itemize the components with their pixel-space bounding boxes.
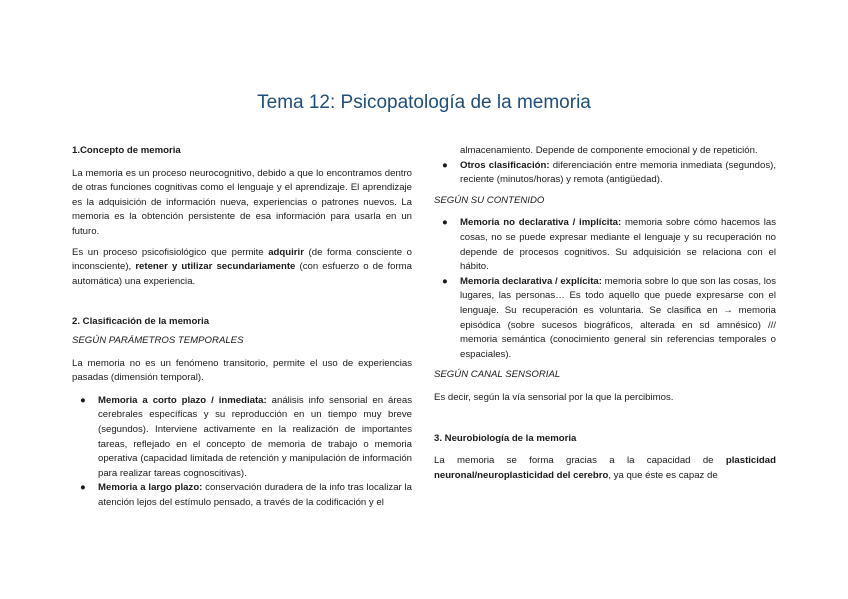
list-item-other: ● Otros clasificación: diferenciación entre memoria inmediata (segundos), reciente (minutos/horas) y remota (antigüedad). xyxy=(442,159,777,186)
concept-paragraph-2: Es un proceso psicofisiológico que permite adquirir (de forma consciente o inconsciente), retener y utilizar secundariamente (con esfuerzo o de forma automática) una experiencia. xyxy=(72,246,412,287)
bullet-icon: ● xyxy=(442,217,448,229)
bullet-icon: ● xyxy=(80,482,86,494)
list-item-short-term: ● Memoria a corto plazo / inmediata: análisis info sensorial en áreas cerebrales específicas y su reproducción en un tiempo muy breve (segundos). Interviene activamente en la realización de importantes tareas, reflejado en el concepto de memoria de trabajo o memoria operativa (capacidad limitada de retención y manipulación de información para realizar tareas cognoscitivas). xyxy=(80,394,412,479)
temporal-list xyxy=(72,394,412,511)
bullet-icon: ● xyxy=(442,275,448,287)
sensory-paragraph: Es decir, según la vía sensorial por la que la percibimos. xyxy=(434,391,674,403)
list-item-long-term: ● Memoria a largo plazo: conservación duradera de la info tras localizar la atención lejos del estímulo pensado, a través de la codificación y el xyxy=(80,482,412,508)
subheading-content: SEGÚN SU CONTENIDO xyxy=(434,194,545,206)
content-list xyxy=(434,216,776,362)
section-heading-classification: 2. Clasificación de la memoria xyxy=(72,316,210,328)
bullet-icon: ● xyxy=(80,394,86,406)
neurobiology-paragraph: La memoria se forma gracias a la capacidad de plasticidad neuronal/neuroplasticidad del cerebro, ya que éste es capaz de xyxy=(434,455,776,481)
list-item-declarative: ● Memoria declarativa / explícita: memoria sobre lo que son las cosas, los lugares, las personas… Es todo aquello que puede expresarse con el lenguaje. Su recuperación es voluntaria. Se clasifica en → memoria episódica (sobre sucesos biográficos, alterada en sd amnésico) /// memoria semántica (conocimiento general sin referencias temporales o espaciales). xyxy=(442,275,776,360)
document-title: Tema 12: Psicopatología de la memoria xyxy=(257,92,591,113)
subheading-temporal: SEGÚN PARÁMETROS TEMPORALES xyxy=(72,334,244,346)
left-column xyxy=(72,144,412,510)
list-item-non-declarative: ● Memoria no declarativa / implícita: memoria sobre cómo hacemos las cosas, no se puede expresar mediante el lenguaje y su recuperación no depende de procesos cognitivos. Su adquisición se relaciona con el hábito. xyxy=(442,217,776,273)
subheading-sensory: SEGÚN CANAL SENSORIAL xyxy=(434,369,561,381)
list-item-long-term-continued xyxy=(434,144,776,159)
concept-paragraph-1: La memoria es un proceso neurocognitivo, debido a que lo encontramos dentro de otras funciones cognitivas como el lenguaje y el aprendizaje. El aprendizaje es la adquisición de información nueva, experiencias o patrones nuevos. La memoria es la obtención persistente de esa información para usarla en un futuro. xyxy=(72,167,412,237)
temporal-paragraph: La memoria no es un fenómeno transitorio, permite el uso de experiencias pasadas (dimensión temporal). xyxy=(72,357,412,384)
section-heading-concept: 1.Concepto de memoria xyxy=(72,145,181,156)
section-heading-neurobiology: 3. Neurobiología de la memoria xyxy=(434,432,577,444)
long-term-continuation-text: almacenamiento. Depende de componente emocional y de repetición. xyxy=(460,145,758,156)
bullet-icon: ● xyxy=(442,159,448,171)
right-column xyxy=(434,144,776,483)
temporal-list-continued xyxy=(434,144,776,188)
